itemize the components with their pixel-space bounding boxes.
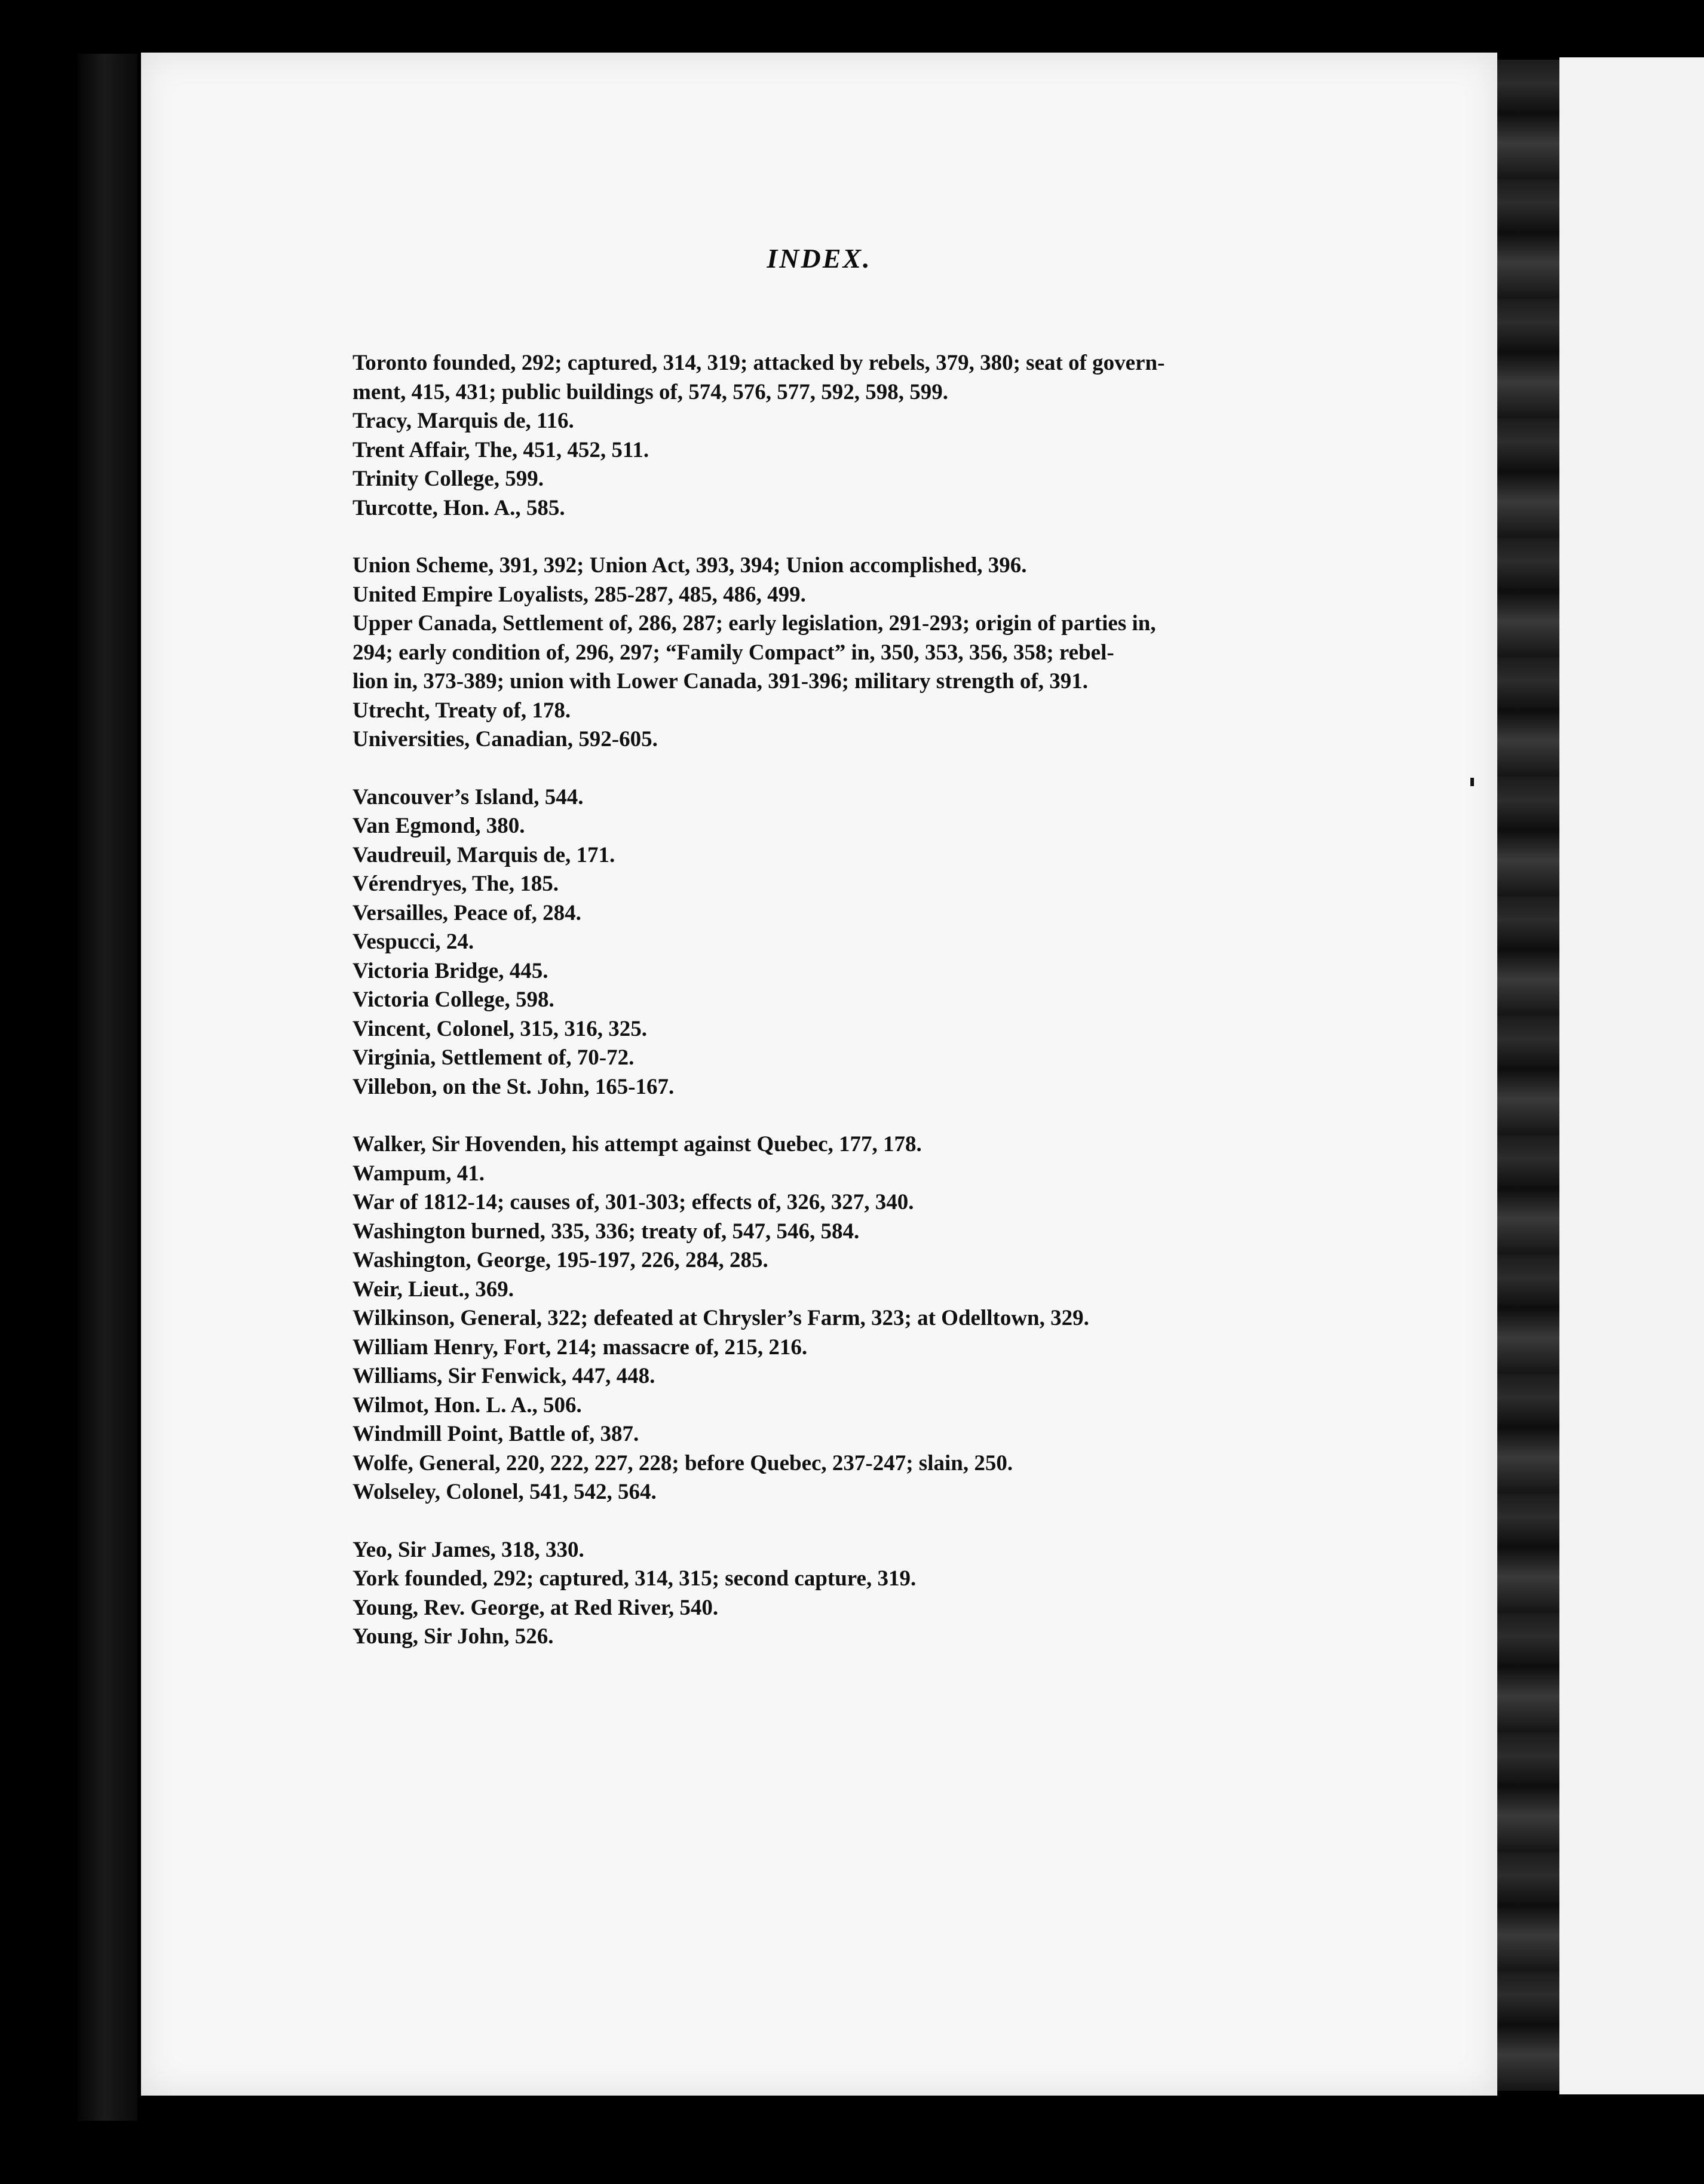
- entry-line: Yeo, Sir James, 318, 330.: [353, 1537, 584, 1562]
- entry-line: William Henry, Fort, 214; massacre of, 215, 216.: [353, 1335, 808, 1360]
- entry-line: Young, Sir John, 526.: [353, 1624, 554, 1649]
- group-separator: [353, 754, 1476, 783]
- entry-line: Young, Rev. George, at Red River, 540.: [353, 1595, 719, 1620]
- index-entry: [353, 870, 1476, 899]
- entry-line: Universities, Canadian, 592-605.: [353, 727, 658, 751]
- index-entry: [353, 783, 1476, 812]
- entry-line: Vaudreuil, Marquis de, 171.: [353, 842, 615, 867]
- entry-line: Wolfe, General, 220, 222, 227, 228; before Quebec, 237-247; slain, 250.: [353, 1450, 1013, 1476]
- index-entry: [353, 986, 1476, 1015]
- index-entry: [353, 697, 1476, 726]
- entry-line: War of 1812-14; causes of, 301-303; effects of, 326, 327, 340.: [353, 1190, 914, 1214]
- torn-page-edge: [1494, 60, 1559, 2091]
- group-separator: [353, 1102, 1476, 1130]
- page-title: INDEX.: [767, 243, 872, 274]
- entry-line: Windmill Point, Battle of, 387.: [353, 1422, 639, 1446]
- entry-line: Weir, Lieut., 369.: [353, 1277, 514, 1302]
- index-entry: [353, 1391, 1476, 1421]
- index-entry: [353, 551, 1476, 581]
- index-entry: [353, 1130, 1476, 1160]
- entry-line: Wampum, 41.: [353, 1161, 485, 1186]
- index-entry: [353, 407, 1476, 436]
- entry-line: Vérendryes, The, 185.: [353, 872, 559, 896]
- index-entry: [353, 1536, 1476, 1565]
- index-entry: [353, 1565, 1476, 1594]
- index-entry: [353, 1246, 1476, 1275]
- index-letter-group: [353, 783, 1476, 1102]
- index-entry: [353, 1449, 1476, 1479]
- index-entry: [353, 1420, 1476, 1449]
- index-letter-group: [353, 1130, 1476, 1507]
- index-entry: [353, 1275, 1476, 1305]
- entry-line: Utrecht, Treaty of, 178.: [353, 698, 571, 723]
- index-entry: [353, 812, 1476, 841]
- index-letter-group: [353, 349, 1476, 523]
- index-entry: [353, 1160, 1476, 1189]
- index-entry: [353, 899, 1476, 928]
- entry-line: Upper Canada, Settlement of, 286, 287; early legislation, 291-293; origin of parties in,: [353, 611, 1156, 636]
- index-entry: [353, 465, 1476, 494]
- entry-line: Wilkinson, General, 322; defeated at Chrysler’s Farm, 323; at Odelltown, 329.: [353, 1306, 1089, 1330]
- entry-line: York founded, 292; captured, 314, 315; second capture, 319.: [353, 1566, 917, 1591]
- index-entry: [353, 841, 1476, 870]
- index-entry: [353, 1594, 1476, 1623]
- index-list: [353, 349, 1476, 1652]
- index-entry: [353, 1622, 1476, 1652]
- entry-line: Villebon, on the St. John, 165-167.: [353, 1074, 675, 1099]
- index-entry: [353, 1362, 1476, 1391]
- index-entry: [353, 1188, 1476, 1217]
- entry-continuation-line: lion in, 373-389; union with Lower Canada, 391-396; military strength of, 391.: [353, 669, 1088, 694]
- entry-line: Washington burned, 335, 336; treaty of, 547, 546, 584.: [353, 1219, 860, 1244]
- entry-line: Toronto founded, 292; captured, 314, 319; attacked by rebels, 379, 380; seat of govern-: [353, 351, 1165, 375]
- index-entry: [353, 1217, 1476, 1247]
- entry-line: Williams, Sir Fenwick, 447, 448.: [353, 1364, 655, 1388]
- index-entry: [353, 436, 1476, 465]
- index-entry: [353, 725, 1476, 754]
- index-entry: [353, 494, 1476, 523]
- index-letter-group: [353, 1536, 1476, 1652]
- entry-line: Virginia, Settlement of, 70-72.: [353, 1045, 635, 1070]
- book-page: [141, 53, 1497, 2096]
- index-entry: [353, 1015, 1476, 1044]
- group-separator: [353, 1507, 1476, 1536]
- entry-line: Victoria College, 598.: [353, 987, 554, 1012]
- entry-line: Wolseley, Colonel, 541, 542, 564.: [353, 1480, 657, 1504]
- entry-line: Victoria Bridge, 445.: [353, 958, 548, 983]
- index-entry: [353, 1333, 1476, 1363]
- entry-line: Walker, Sir Hovenden, his attempt against Quebec, 177, 178.: [353, 1132, 922, 1157]
- index-entry: [353, 1478, 1476, 1507]
- entry-line: Trent Affair, The, 451, 452, 511.: [353, 437, 649, 462]
- index-entry: [353, 609, 1476, 697]
- entry-line: Washington, George, 195-197, 226, 284, 285.: [353, 1248, 768, 1272]
- index-entry: [353, 1304, 1476, 1333]
- entry-continuation-line: ment, 415, 431; public buildings of, 574, 576, 577, 592, 598, 599.: [353, 379, 949, 404]
- index-entry: [353, 928, 1476, 957]
- index-entry: [353, 581, 1476, 610]
- entry-line: Wilmot, Hon. L. A., 506.: [353, 1392, 582, 1418]
- entry-line: United Empire Loyalists, 285-287, 485, 486, 499.: [353, 582, 806, 607]
- entry-line: Vespucci, 24.: [353, 930, 474, 954]
- index-entry: [353, 349, 1476, 407]
- index-entry: [353, 957, 1476, 986]
- index-letter-group: [353, 551, 1476, 754]
- entry-line: Versailles, Peace of, 284.: [353, 900, 581, 925]
- entry-line: Union Scheme, 391, 392; Union Act, 393, 394; Union accomplished, 396.: [353, 553, 1027, 578]
- entry-continuation-line: 294; early condition of, 296, 297; “Family Compact” in, 350, 353, 356, 358; rebel-: [353, 640, 1114, 665]
- ink-speck: [1470, 778, 1474, 786]
- group-separator: [353, 523, 1476, 551]
- entry-line: Trinity College, 599.: [353, 467, 544, 491]
- index-entry: [353, 1044, 1476, 1073]
- book-binding: [78, 54, 137, 2121]
- entry-line: Turcotte, Hon. A., 585.: [353, 495, 565, 520]
- entry-line: Tracy, Marquis de, 116.: [353, 409, 574, 433]
- entry-line: Van Egmond, 380.: [353, 814, 525, 838]
- adjacent-page-fragment: [1559, 57, 1704, 2094]
- index-entry: [353, 1073, 1476, 1102]
- entry-line: Vancouver’s Island, 544.: [353, 784, 584, 809]
- entry-line: Vincent, Colonel, 315, 316, 325.: [353, 1016, 647, 1041]
